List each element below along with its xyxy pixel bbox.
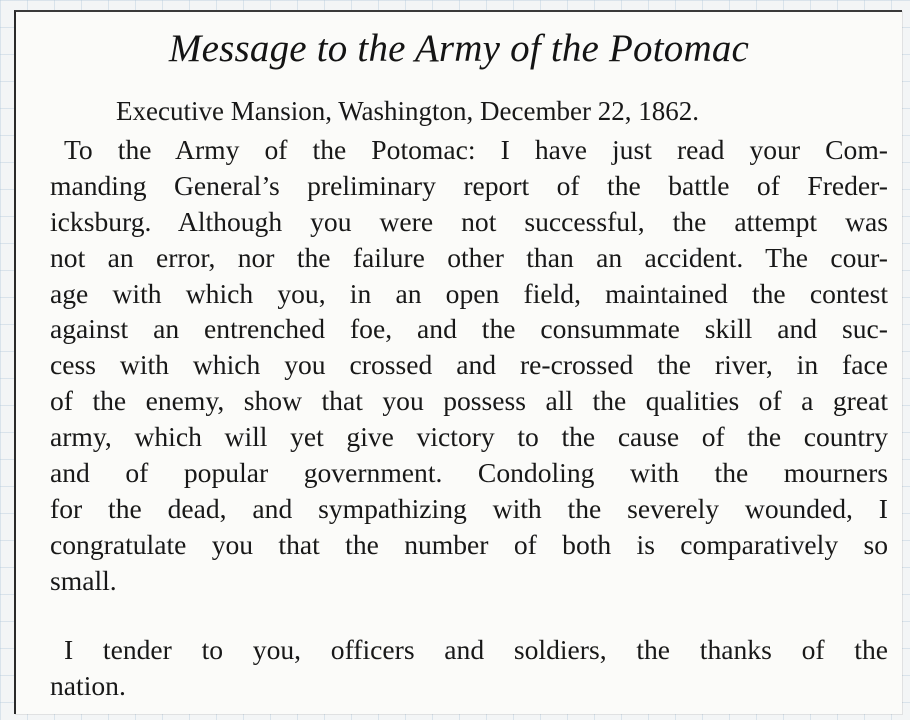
dateline: Executive Mansion, Washington, December 22, 1862.	[116, 96, 699, 126]
text-line: I tender to you, officers and soldiers, the thanks of the	[64, 634, 888, 665]
text-line: of the enemy, show that you possess all the qualities of a great	[50, 385, 888, 417]
text-line: for the dead, and sympathizing with the severely wounded, I	[50, 492, 888, 524]
paragraph-1	[50, 132, 888, 599]
text-line: To the Army of the Potomac: I have just read your Com-	[64, 134, 888, 165]
text-line: against an entrenched foe, and the consummate skill and suc-	[50, 313, 888, 345]
text-line: nation.	[50, 669, 126, 701]
text-line: army, which will yet give victory to the cause of the country	[50, 421, 888, 453]
text-line: icksburg. Although you were not successful, the attempt was	[50, 205, 888, 237]
text-line: manding General’s preliminary report of the battle of Freder-	[50, 169, 888, 201]
text-line: congratulate you that the number of both is comparatively so	[50, 528, 888, 560]
text-line: cess with which you crossed and re-crossed the river, in face	[50, 349, 888, 381]
paragraph-2	[50, 632, 888, 704]
text-line: not an error, nor the failure other than an accident. The cour-	[50, 241, 888, 273]
document-title: Message to the Army of the Potomac	[168, 27, 750, 70]
text-line: age with which you, in an open field, maintained the contest	[50, 277, 888, 309]
text-line: and of popular government. Condoling with the mourners	[50, 457, 888, 489]
text-line: small.	[50, 564, 117, 596]
newspaper-clipping	[14, 10, 902, 714]
